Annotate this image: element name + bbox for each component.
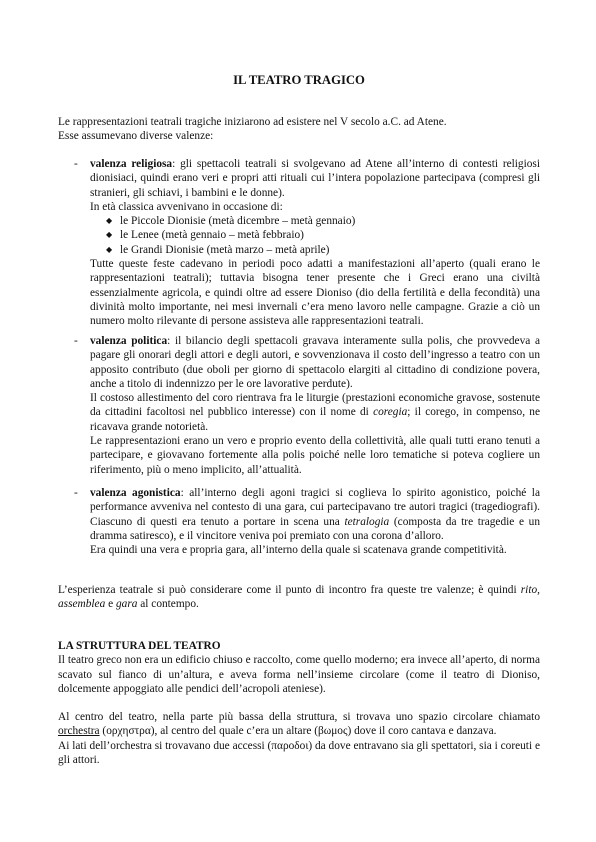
diamond-bullet-icon: ◆ (106, 230, 113, 240)
politica-body (90, 334, 540, 477)
conclusion-end: al contempo. (137, 598, 199, 611)
intro-line-1: Le rappresentazioni teatrali tragiche iniziarono ad esistere nel V secolo a.C. ad Atene. (58, 116, 447, 128)
festival-item (90, 214, 540, 228)
struttura-paragraph-1: Il teatro greco non era un edificio chiuso e raccolto, come quello moderno; era invece all’aperto, di norma scavato sul fianco di un’altura, e aveva forma nell’insieme circolare (come il teatro di Dioniso, dolcemente appoggiato alle pendici dell’acropoli ateniese). (58, 654, 540, 695)
festival-item (90, 243, 540, 257)
struttura-p2-end: (ορχηστρα), al centro del quale c’era un altare (βωμος) dove il coro cantava e danzava. (99, 725, 497, 738)
politica-paragraph (90, 334, 540, 391)
separator: e (105, 598, 116, 611)
agonistica-paragraph-2: Era quindi una vera e propria gara, all’interno della quale si scatenava grande competitività. (90, 544, 507, 557)
dash-marker: - (74, 487, 78, 499)
diamond-bullet-icon: ◆ (106, 244, 113, 254)
conclusion-paragraph (58, 583, 540, 612)
dash-marker: - (74, 335, 78, 347)
religiosa-body (90, 157, 540, 329)
festival-list (90, 214, 540, 257)
intro-line-2: Esse assumevano diverse valenze: (58, 130, 214, 143)
festival-item (90, 228, 540, 242)
religiosa-after: Tutte queste feste cadevano in periodi poco adatti a manifestazioni all’aperto (quali erano le rappresentazioni teatrali); tuttavia bisogna tener presente che i Greci erano una civiltà essenzialmente agricola, e quindi oltre ad essere Dioniso (dio della fertilità e della fecondità) una divinità molto importante, nei mesi invernali c’era meno lavoro nelle campagne. Grazie a ciò un numero molto rilevante di persone assisteva alle rappresentazioni teatrali. (90, 258, 540, 328)
religiosa-text: : gli spettacoli teatrali si svolgevano ad Atene all’interno di contesti religiosi dionisiaci, quindi erano veri e propri atti rituali cui l’intera popolazione partecipava (compresi gli stranieri, gli schiavi, i bambini e le donne). (90, 158, 540, 199)
dash-marker: - (74, 158, 78, 170)
coregia-term: coregia (373, 406, 408, 419)
conclusion (58, 583, 540, 612)
agonistica-label: valenza agonistica (90, 487, 181, 499)
diamond-bullet-icon: ◆ (106, 216, 113, 226)
festival-label: le Piccole Dionisie (metà dicembre – metà gennaio) (120, 215, 356, 228)
religiosa-occasion: In età classica avvenivano in occasione di: (90, 200, 283, 213)
politica-p2-end: ; il corego, in compenso, ne ricavava grande notorietà. (90, 406, 541, 433)
politica-paragraph-2 (90, 391, 540, 434)
conclusion-text: L’esperienza teatrale si può considerare come il punto di incontro fra queste tre valenze; è quindi (58, 584, 521, 596)
section-heading: LA STRUTTURA DEL TEATRO (58, 640, 221, 652)
agonistica-body (90, 486, 540, 557)
politica-text: : il bilancio degli spettacoli gravava interamente sulla polis, che provvedeva a pagare gli onorari degli attori e degli autori, e sovvenzionava il costo dell’ingresso a teatro con un apposito contributo (due oboli per giorno di spettacolo elargiti al cittadino di condizione povera, anche a titolo di indennizzo per le ore lavorative perdute). (90, 335, 540, 390)
struttura-paragraph-3: Ai lati dell’orchestra si trovavano due accessi (παροδοι) da dove entravano sia gli spettatori, sia i coreuti e gli attori. (58, 739, 540, 766)
gara-term: gara (115, 598, 138, 611)
intro (58, 115, 540, 144)
page-title: IL TEATRO TRAGICO (233, 73, 365, 87)
agonistica-paragraph (90, 486, 540, 543)
religiosa-label: valenza religiosa (90, 158, 173, 170)
struttura-section (58, 639, 540, 696)
festival-label: le Grandi Dionisie (metà marzo – metà aprile) (120, 243, 330, 256)
struttura-p2-text: Al centro del teatro, nella parte più bassa della struttura, si trovava uno spazio circolare chiamato (58, 711, 540, 723)
agonistica-text: : all’interno degli agoni tragici si coglieva lo spirito agonistico, poiché la performance avveniva nel contesto di una gara, cui partecipavano tre autori tragici (tragediografi). Ciascuno di questi era tenuto a portare in scena una (90, 487, 540, 528)
orchestra-term: orchestra (58, 725, 100, 738)
assemblea-term: assemblea (58, 598, 106, 611)
agonistica-text-end: (composta da tre tragedie e un dramma satiresco), e il vincitore veniva poi premiato con una corona d’alloro. (90, 515, 540, 542)
rito-term: rito (520, 584, 538, 596)
struttura-paragraph-2 (58, 710, 540, 739)
struttura-section-2 (58, 710, 540, 767)
festival-label: le Lenee (metà gennaio – metà febbraio) (120, 229, 304, 242)
separator: , (537, 584, 540, 596)
tetralogia-term: tetralogia (344, 515, 390, 528)
politica-p2-text: Il costoso allestimento del coro rientrava fra le liturgie (prestazioni economiche gravose, sostenute da cittadini facoltosi nel pubblico interesse) con il nome di (90, 392, 540, 419)
politica-paragraph-3: Le rappresentazioni erano un vero e proprio evento della collettività, alle quali tutti erano tenuti a partecipare, e giovavano fortemente alla polis poiché nelle loro tematiche si poteva cogliere un riferimento, più o meno implicito, all’attualità. (90, 435, 540, 476)
politica-label: valenza politica (90, 335, 168, 347)
religiosa-paragraph (90, 157, 540, 200)
